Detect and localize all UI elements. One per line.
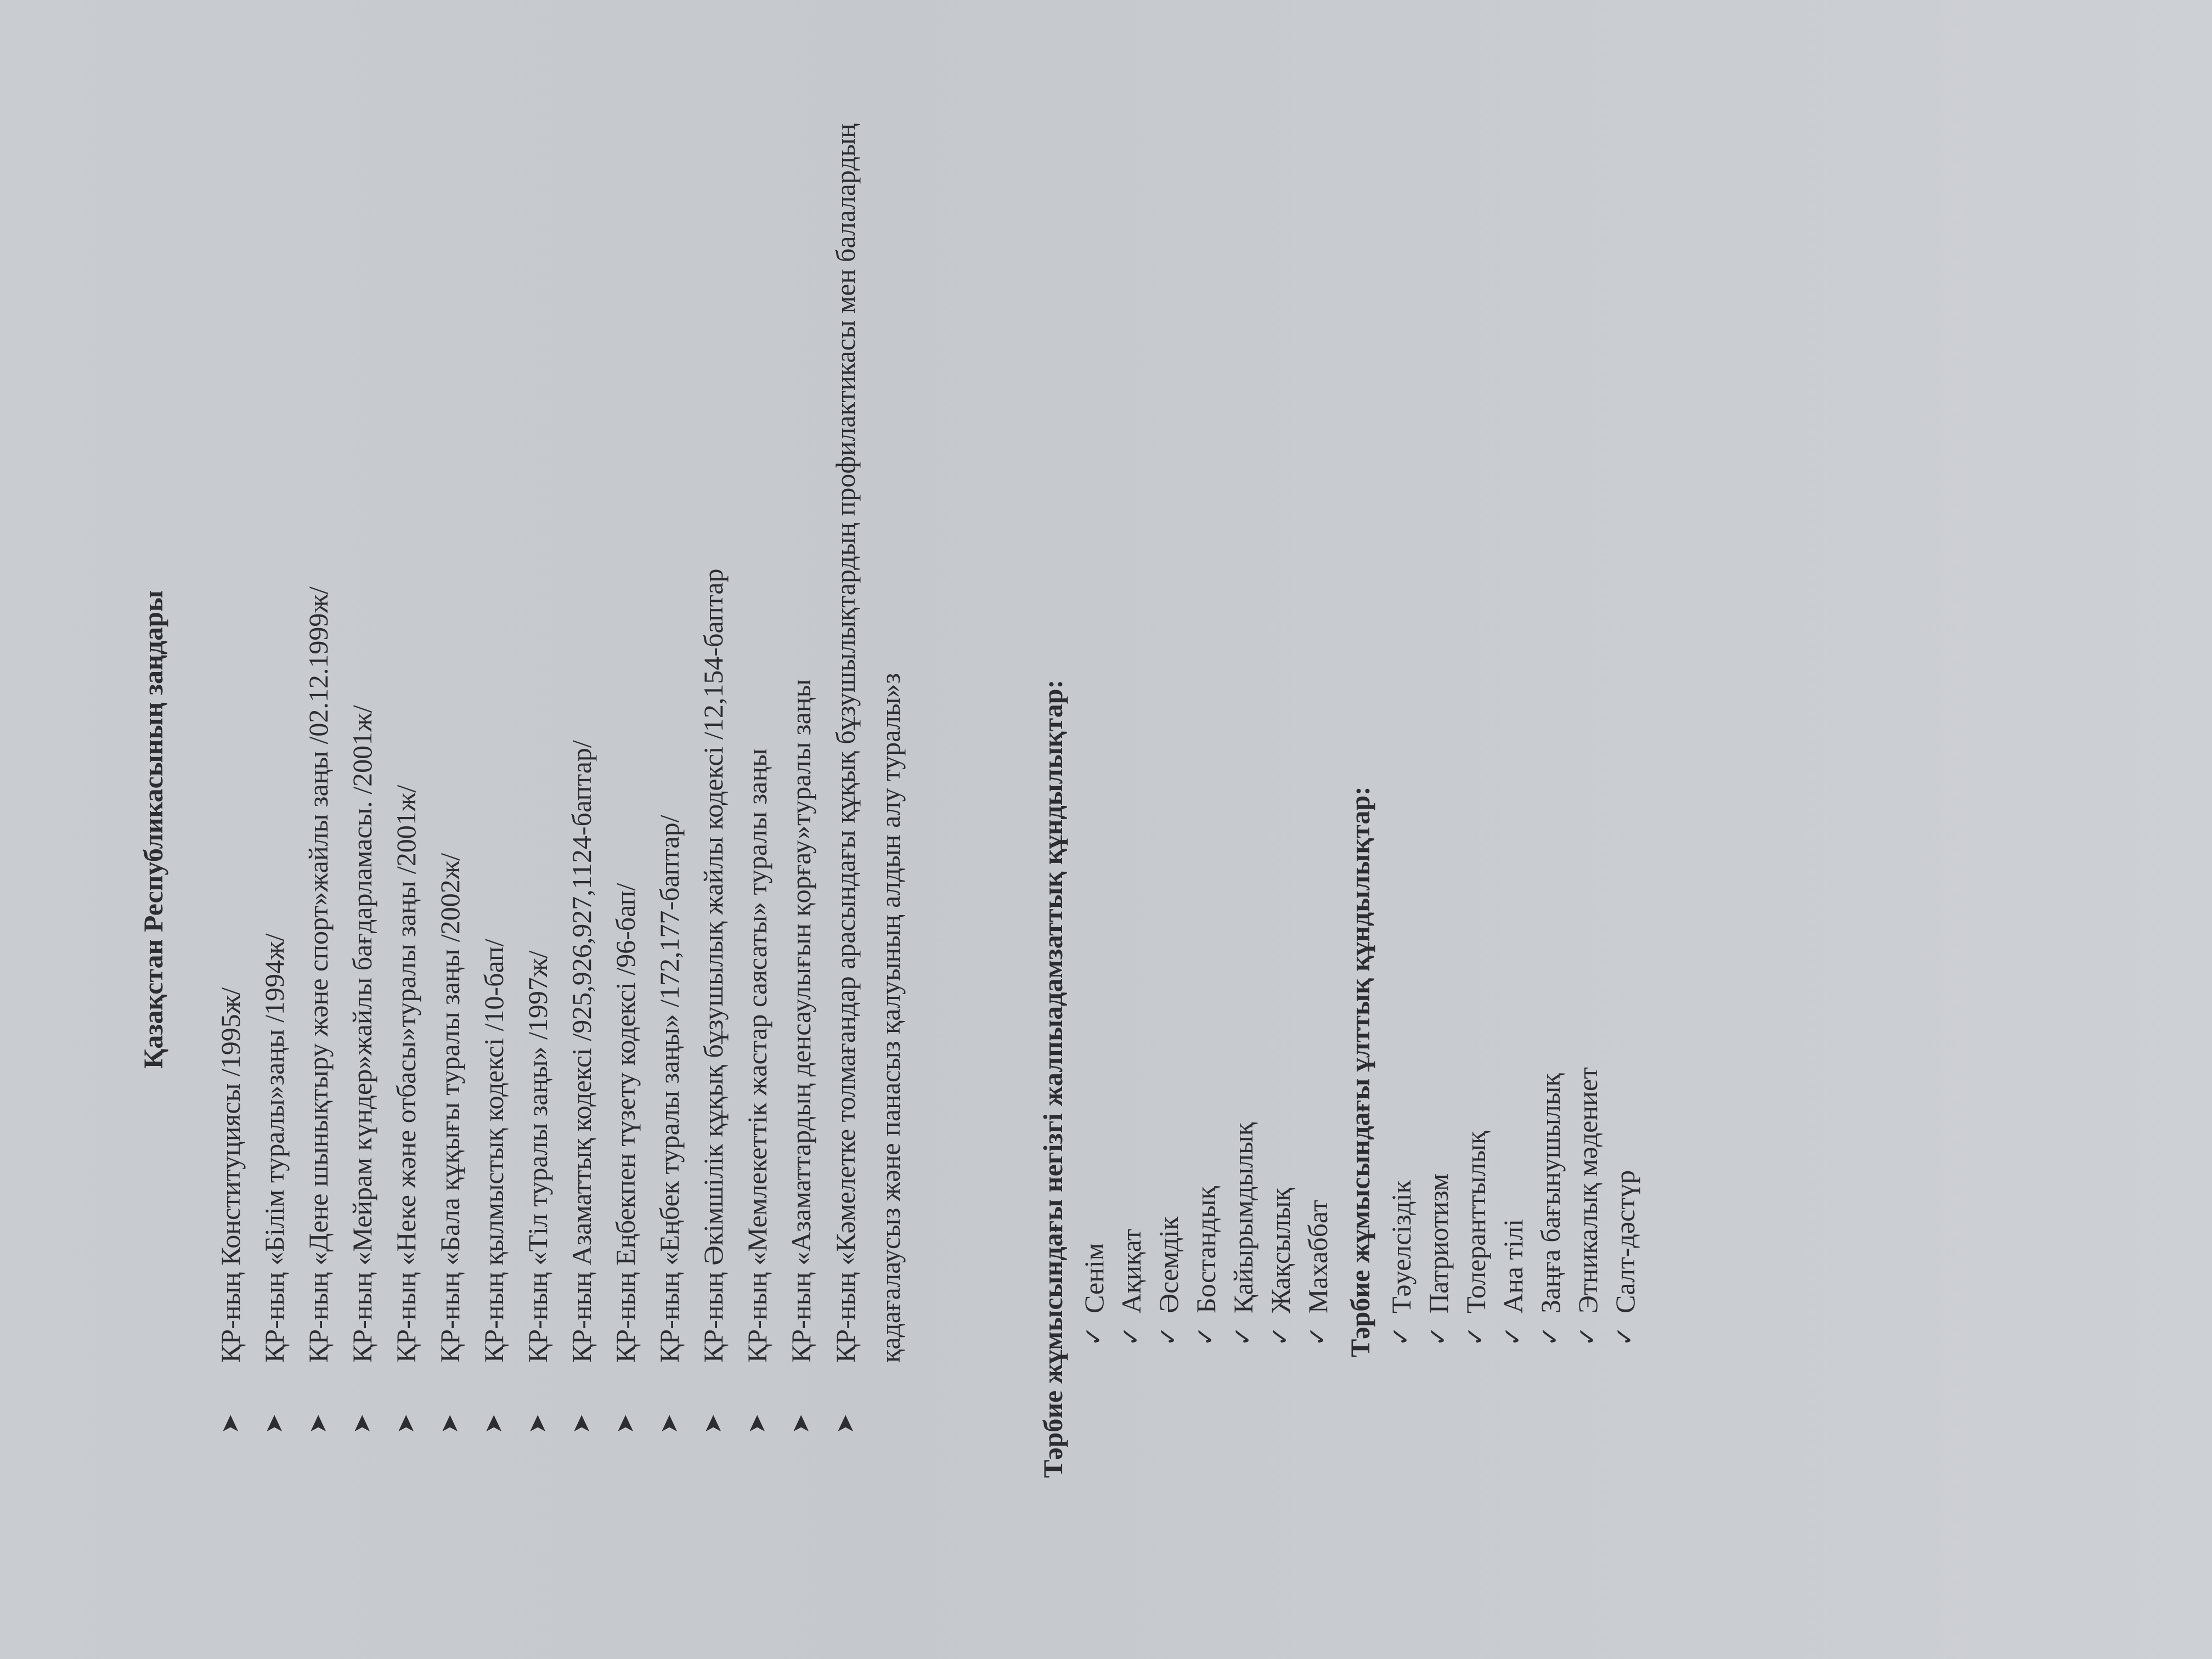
law-item	[384, 106, 428, 1434]
law-item	[647, 106, 691, 1434]
document-title: Қазақстан Республикасының заңдары	[138, 590, 168, 1069]
arrow-bullet-icon: ➤	[348, 1414, 376, 1434]
checkmark-icon: ✓	[1499, 1326, 1527, 1346]
law-item	[735, 106, 779, 1434]
checkmark-icon: ✓	[1304, 1326, 1331, 1346]
arrow-bullet-icon: ➤	[436, 1414, 464, 1434]
value-item	[1299, 1122, 1336, 1346]
value-item	[1224, 1122, 1262, 1346]
law-text: ҚР-ның «Мемлекеттік жастар саясаты» туралы заңы	[742, 748, 772, 1363]
value-text: Махаббат	[1302, 1200, 1333, 1313]
checkmark-icon: ✓	[1424, 1326, 1452, 1346]
law-item	[208, 106, 252, 1434]
law-text: ҚР-ның Әкімшілік құқық бұзушылық жайлы кодексі /12,154-баптар	[698, 568, 729, 1363]
value-item	[1569, 1067, 1606, 1346]
laws-list	[208, 106, 913, 1434]
law-text: ҚР-ның «Бала құқығы туралы заңы /2002ж/	[435, 853, 465, 1363]
arrow-bullet-icon: ➤	[304, 1414, 332, 1434]
checkmark-icon: ✓	[1536, 1326, 1564, 1346]
arrow-bullet-icon: ➤	[567, 1414, 595, 1434]
law-item	[516, 106, 560, 1434]
law-item	[691, 106, 735, 1434]
arrow-bullet-icon: ➤	[216, 1414, 244, 1434]
law-item	[340, 106, 384, 1434]
arrow-bullet-icon: ➤	[831, 1414, 859, 1434]
law-text: ҚР-ның «Кәмелетке толмағандар арасындағы құқық бұзушылықтардың профилактикасы мен балалардың қадағалаусыз және панасыз қалуының алдын алу туралы»з	[830, 123, 906, 1363]
value-item	[1532, 1067, 1569, 1346]
value-text: Бостандық	[1190, 1186, 1221, 1313]
checkmark-icon: ✓	[1154, 1326, 1182, 1346]
value-text: Сенім	[1079, 1243, 1109, 1313]
law-item	[823, 106, 913, 1434]
value-text: Ана тілі	[1498, 1218, 1528, 1313]
law-text: ҚР-ның «Тіл туралы заңы» /1997ж/	[522, 950, 553, 1363]
arrow-bullet-icon: ➤	[260, 1414, 288, 1434]
value-text: Этникалық мәдениет	[1572, 1067, 1603, 1313]
universal-values-list	[1075, 1122, 1336, 1346]
checkmark-icon: ✓	[1266, 1326, 1294, 1346]
law-text: ҚР-ның «Неке және отбасы»туралы заңы /2001ж/	[391, 785, 421, 1363]
value-item	[1113, 1122, 1150, 1346]
value-item	[1494, 1067, 1532, 1346]
arrow-bullet-icon: ➤	[699, 1414, 727, 1434]
law-item	[560, 106, 603, 1434]
law-text: ҚР-ның «Дене шынықтыру және спорт»жайлы заңы /02.12.1999ж/	[303, 586, 334, 1363]
value-text: Толеранттылық	[1460, 1131, 1491, 1313]
arrow-bullet-icon: ➤	[655, 1414, 683, 1434]
checkmark-icon: ✓	[1229, 1326, 1257, 1346]
arrow-bullet-icon: ➤	[611, 1414, 639, 1434]
law-text: ҚР-ның қылмыстық кодексі /10-бап/	[478, 939, 509, 1363]
law-item	[472, 106, 516, 1434]
arrow-bullet-icon: ➤	[787, 1414, 815, 1434]
value-text: Салт-дәстүр	[1610, 1170, 1640, 1313]
checkmark-icon: ✓	[1611, 1326, 1639, 1346]
checkmark-icon: ✓	[1192, 1326, 1220, 1346]
value-item	[1075, 1122, 1113, 1346]
national-values-heading: Тәрбие жұмысындағы ұлттық құндылықтар:	[1345, 786, 1375, 1357]
value-text: Жақсылық	[1265, 1188, 1296, 1313]
value-item	[1150, 1122, 1187, 1346]
law-text: ҚР-ның «Мейрам күндер»жайлы бағдарламасы. /2001ж/	[347, 705, 377, 1363]
law-item	[428, 106, 472, 1434]
value-text: Ақиқат	[1116, 1228, 1147, 1313]
value-text: Заңға бағынушылық	[1535, 1073, 1566, 1313]
value-item	[1383, 1067, 1420, 1346]
law-item	[603, 106, 647, 1434]
value-text: Патриотизм	[1423, 1173, 1454, 1313]
value-text: Қайырымдылық	[1228, 1122, 1259, 1313]
law-text: ҚР-ның «Азаматтардың денсаулығын қорғау»туралы заңы	[786, 679, 816, 1363]
law-text: ҚР-ның Азаматтық кодексі /925,926,927,1124-баптар/	[566, 740, 597, 1363]
value-item	[1420, 1067, 1457, 1346]
value-text: Әсемдік	[1153, 1216, 1184, 1313]
law-item	[779, 106, 823, 1434]
law-text: ҚР-ның «Білім туралы»заңы /1994ж/	[259, 933, 290, 1363]
arrow-bullet-icon: ➤	[743, 1414, 771, 1434]
value-item	[1457, 1067, 1494, 1346]
value-item	[1606, 1067, 1644, 1346]
national-values-list	[1383, 1067, 1644, 1346]
value-item	[1262, 1122, 1299, 1346]
law-item	[296, 106, 340, 1434]
law-text: ҚР-ның Конституциясы /1995ж/	[215, 987, 246, 1363]
checkmark-icon: ✓	[1573, 1326, 1601, 1346]
law-item	[252, 106, 296, 1434]
checkmark-icon: ✓	[1080, 1326, 1108, 1346]
law-text: ҚР-ның Еңбекпен түзету кодексі /96-бап/	[610, 883, 641, 1363]
arrow-bullet-icon: ➤	[523, 1414, 551, 1434]
arrow-bullet-icon: ➤	[392, 1414, 420, 1434]
value-item	[1187, 1122, 1224, 1346]
checkmark-icon: ✓	[1117, 1326, 1145, 1346]
law-text: ҚР-ның «Еңбек туралы заңы» /172,177-баптар/	[654, 815, 685, 1363]
checkmark-icon: ✓	[1387, 1326, 1415, 1346]
universal-values-heading: Тәрбие жұмысындағы негізгі жалпыадамзаттық құндылықтар:	[1037, 679, 1068, 1478]
arrow-bullet-icon: ➤	[479, 1414, 507, 1434]
value-text: Тәуелсіздік	[1386, 1180, 1417, 1313]
checkmark-icon: ✓	[1462, 1326, 1489, 1346]
